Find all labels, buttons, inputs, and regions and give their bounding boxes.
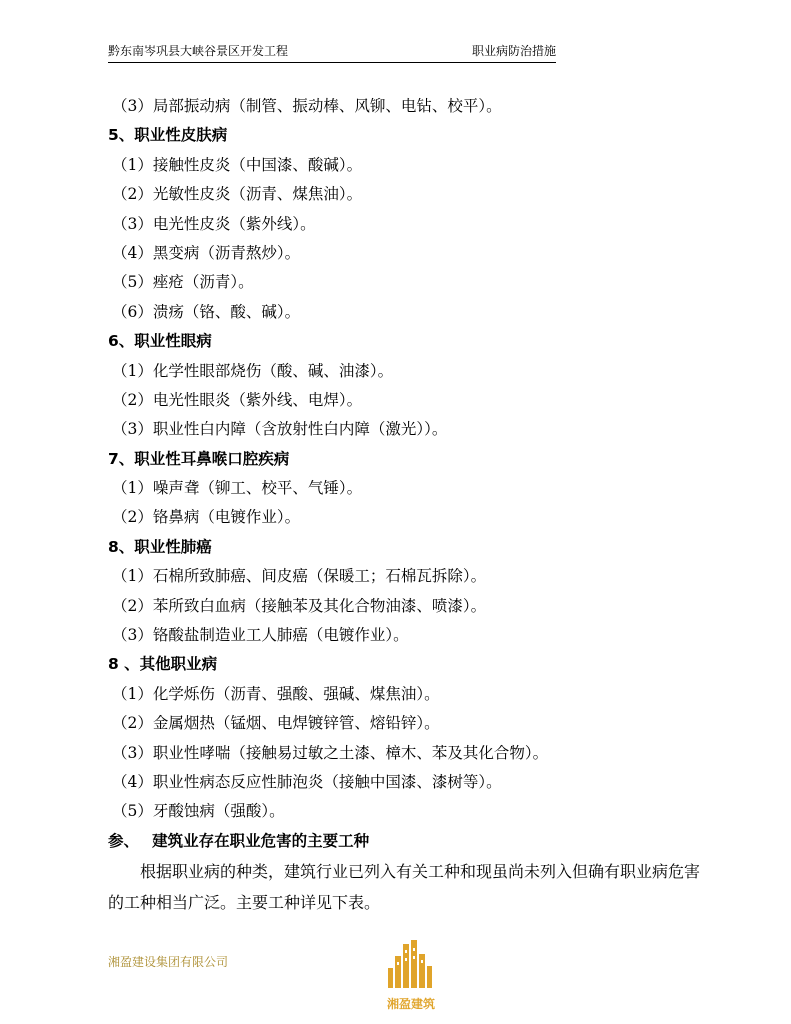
- list-item: （4）职业性病态反应性肺泡炎（接触中国漆、漆树等）。: [112, 772, 502, 791]
- list-item: （2）苯所致白血病（接触苯及其化合物油漆、喷漆）。: [112, 596, 487, 615]
- section-heading: 6、职业性眼病: [108, 332, 212, 351]
- list-item: （1）化学性眼部烧伤（酸、碱、油漆）。: [112, 361, 394, 380]
- list-item: （2）铬鼻病（电镀作业）。: [112, 508, 301, 527]
- list-item: （3）铬酸盐制造业工人肺癌（电镀作业）。: [112, 626, 409, 645]
- header-section-title: 职业病防治措施: [471, 44, 556, 58]
- list-item: （1）石棉所致肺癌、间皮癌（保暖工；石棉瓦拆除）。: [112, 567, 487, 586]
- list-item: （5）痤疮（沥青）。: [112, 273, 254, 292]
- list-item: （3）局部振动病（制管、振动棒、风铆、电钻、校平）。: [112, 97, 502, 115]
- list-item: （1）化学烁伤（沥青、强酸、强碱、煤焦油）。: [112, 684, 440, 703]
- section-heading: 8 、其他职业病: [108, 655, 218, 674]
- logo-text: 湘盈建筑: [386, 997, 436, 1011]
- section-heading: 5、职业性皮肤病: [108, 126, 228, 145]
- list-item: （6）溃疡（铬、酸、碱）。: [112, 302, 301, 321]
- company-logo: [385, 940, 437, 1018]
- list-item: （1）接触性皮炎（中国漆、酸碱）。: [112, 155, 363, 174]
- footer-company: 湘盈建设集团有限公司: [108, 955, 229, 969]
- document-body: [108, 92, 708, 934]
- list-item: （4）黑变病（沥青熬炒）。: [112, 243, 301, 262]
- section-heading: 8、职业性肺癌: [108, 537, 212, 556]
- disease-list: [108, 92, 708, 856]
- list-item: （2）光敏性皮炎（沥青、煤焦油）。: [112, 185, 363, 204]
- list-item: （3）职业性白内障（含放射性白内障（激光））。: [112, 420, 448, 439]
- list-item: （1）噪声聋（铆工、校平、气锤）。: [112, 479, 363, 498]
- list-item: （3）电光性皮炎（紫外线）。: [112, 214, 316, 233]
- list-item: （2）金属烟热（锰烟、电焊镀锌管、熔铅锌）。: [112, 714, 440, 733]
- header-project-title: 黔东南岑巩县大峡谷景区开发工程: [108, 44, 289, 58]
- list-item: （2）电光性眼炎（紫外线、电焊）。: [112, 390, 363, 409]
- section-heading: 参、 建筑业存在职业危害的主要工种: [108, 831, 370, 850]
- body-paragraph: 根据职业病的种类，建筑行业已列入有关工种和现虽尚未列入但确有职业病危害的工种相当广泛。主要工种详见下表。: [108, 862, 701, 913]
- list-item: （3）职业性哮喘（接触易过敏之土漆、樟木、苯及其化合物）。: [112, 743, 549, 762]
- section-heading: 7、职业性耳鼻喉口腔疾病: [108, 449, 290, 468]
- list-item: （5）牙酸蚀病（强酸）。: [112, 802, 285, 821]
- page-header: [108, 38, 556, 63]
- building-logo-icon: [385, 940, 437, 1018]
